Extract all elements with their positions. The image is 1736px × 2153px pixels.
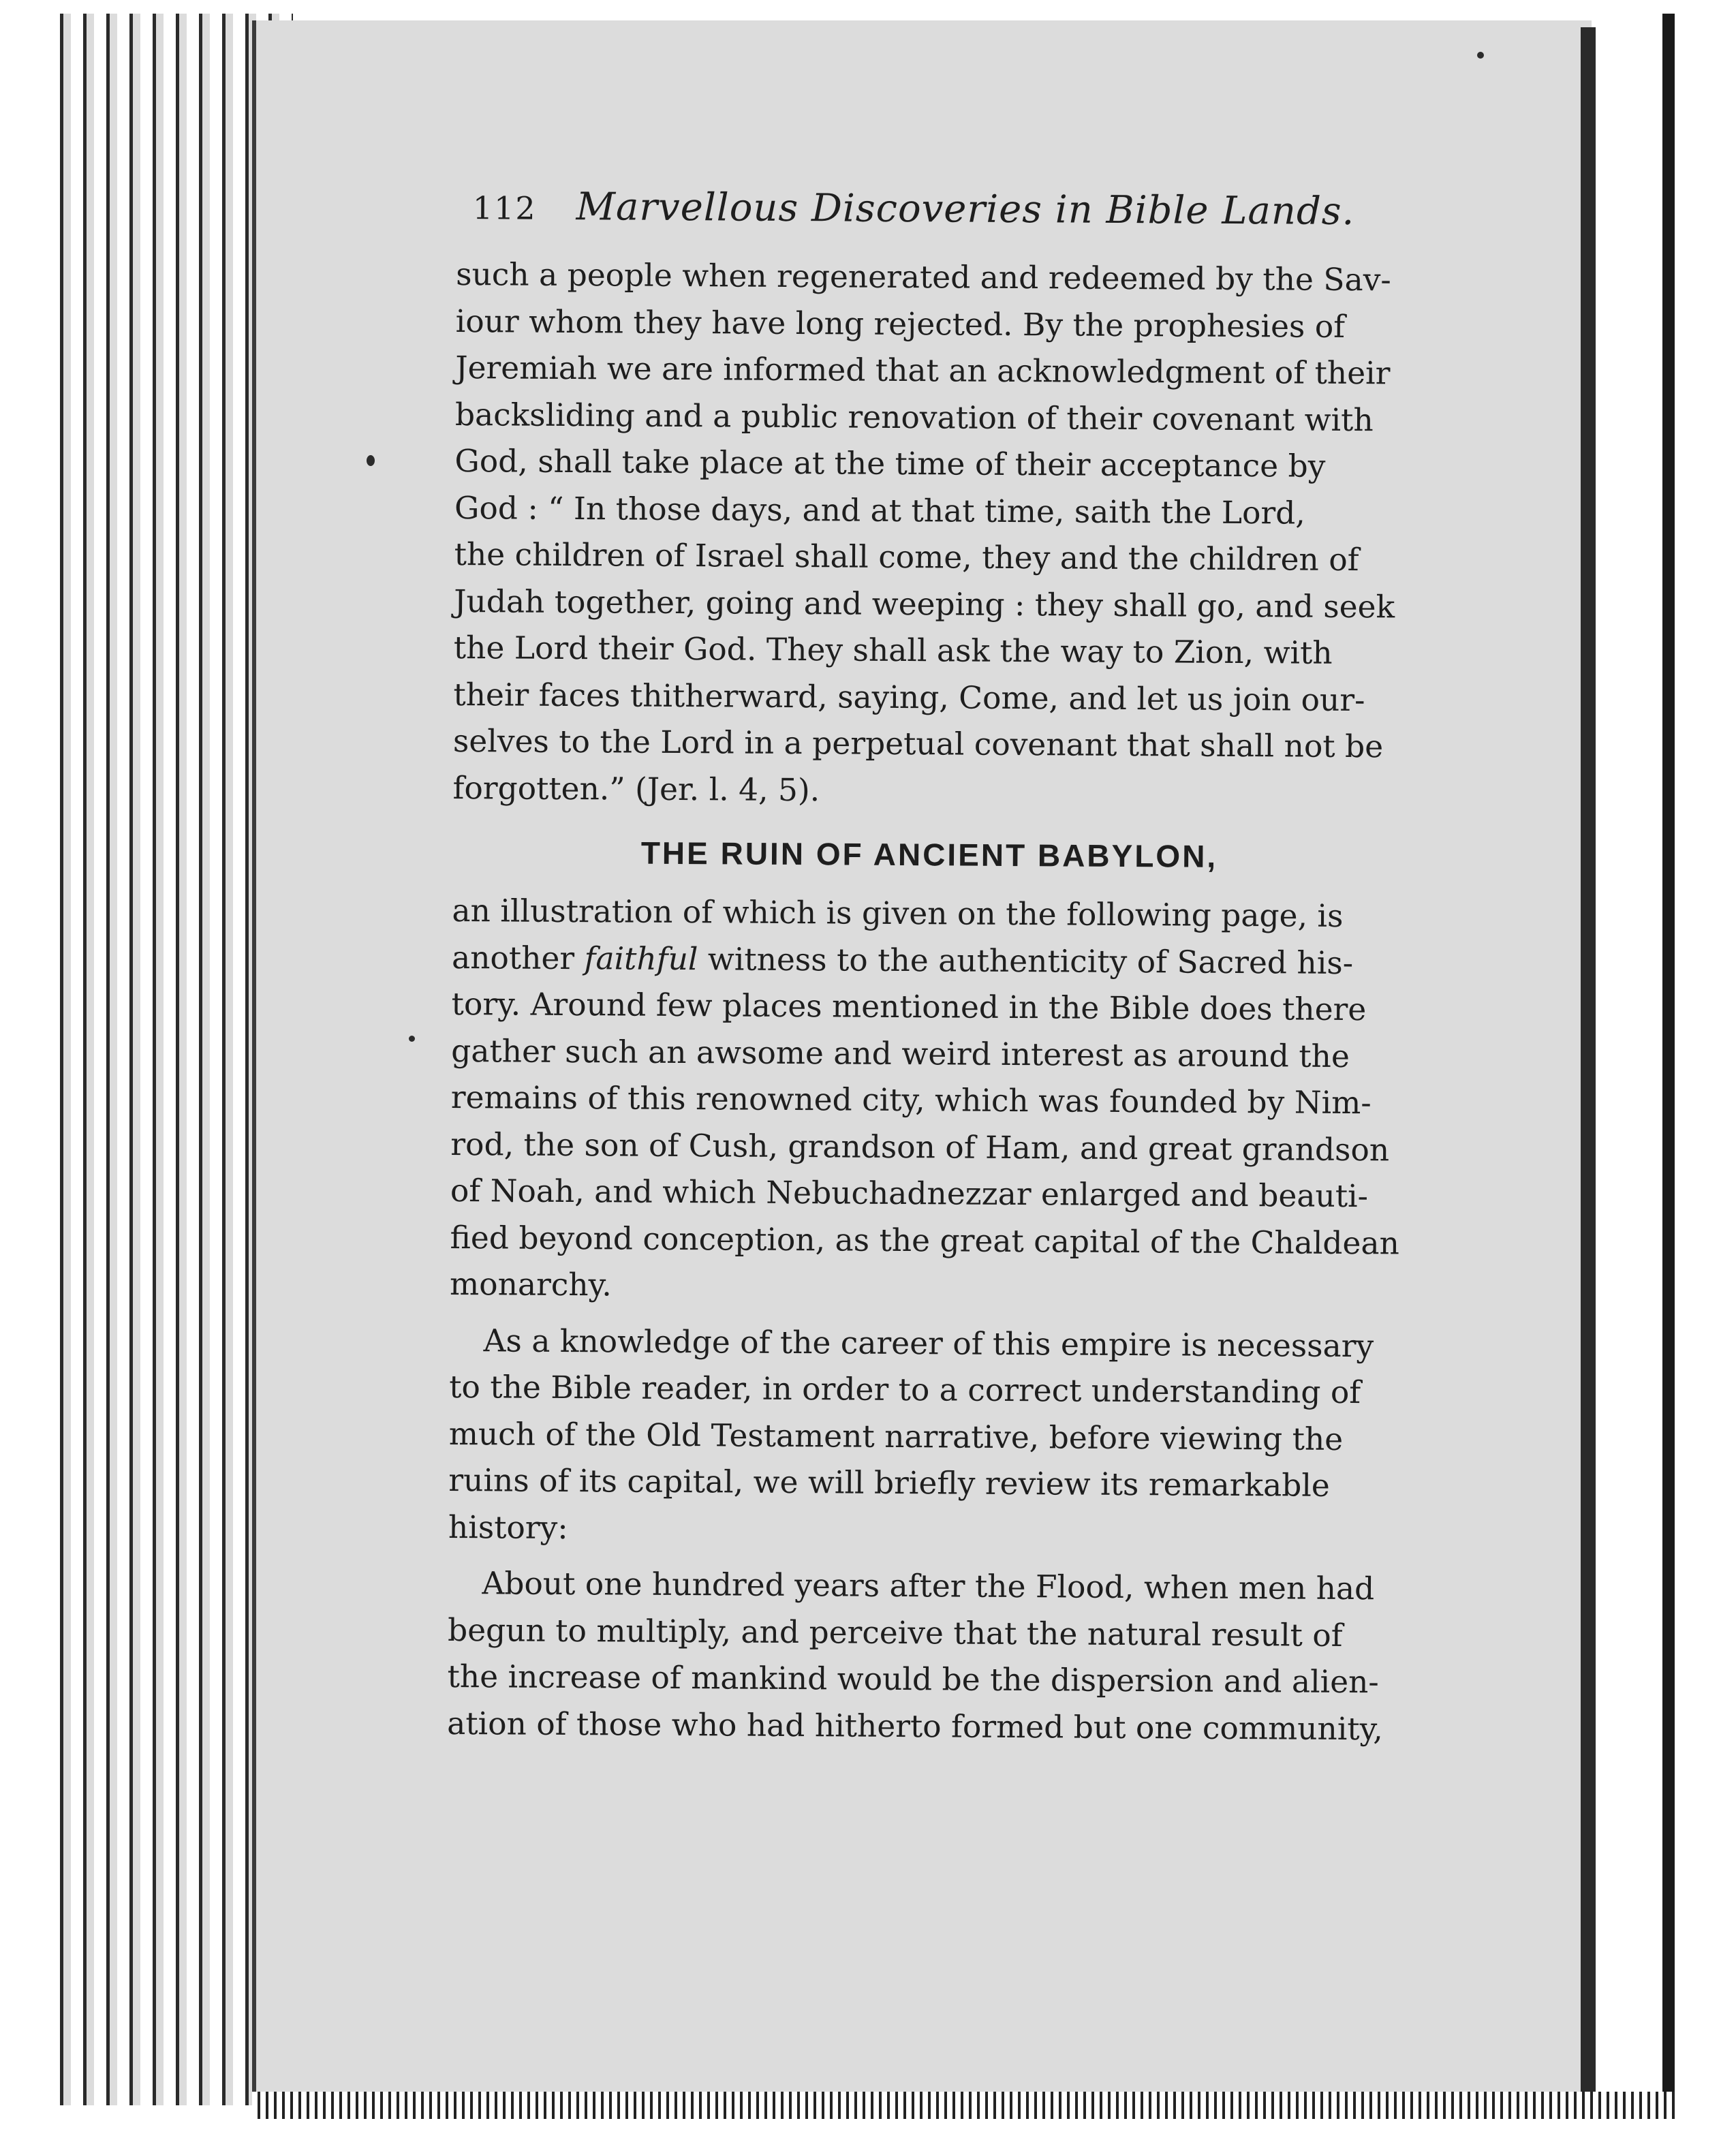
gutter-shadow: [1581, 27, 1596, 2098]
ink-speck: [1477, 52, 1484, 59]
right-margin: [1596, 14, 1662, 2119]
text-line: Jeremiah we are informed that an acknowledgment of their: [455, 349, 1391, 392]
text-line: selves to the Lord in a perpetual covenant that shall not be: [452, 722, 1384, 765]
text-line: About one hundred years after the Flood, when men had: [482, 1565, 1375, 1607]
section-heading: THE RUIN OF ANCIENT BABYLON,: [640, 835, 1218, 874]
text-line: the Lord their God. They shall ask the way to Zion, with: [453, 629, 1333, 671]
career-paragraph: [448, 1317, 1404, 1556]
ink-speck: [409, 1036, 415, 1042]
text-line: God, shall take place at the time of their acceptance by: [454, 442, 1326, 484]
text-line: As a knowledge of the career of this empire is necessary: [483, 1322, 1374, 1364]
running-title: Marvellous Discoveries in Bible Lands.: [576, 185, 1355, 234]
text-line: ation of those who had hitherto formed but one community,: [447, 1705, 1383, 1747]
page-bottom-edge: [252, 2092, 1676, 2119]
text-line: iour whom they have long rejected. By the prophesies of: [455, 303, 1346, 345]
text-line: the children of Israel shall come, they and the children of: [454, 536, 1359, 578]
text-line: backsliding and a public renovation of their covenant with: [454, 396, 1374, 438]
text-line: ruins of its capital, we will briefly review its remarkable: [448, 1461, 1330, 1504]
outer-margin: [1675, 0, 1736, 2153]
text-line: forgotten.” (Jer. l. 4, 5).: [452, 769, 820, 808]
text-line: monarchy.: [449, 1265, 612, 1303]
text-line: remains of this renowned city, which was founded by Nim-: [450, 1079, 1371, 1121]
text-line: God : “ In those days, and at that time, saith the Lord,: [454, 489, 1305, 531]
flood-paragraph: [447, 1560, 1402, 1753]
page-number: 112: [472, 189, 537, 227]
text-line: fied beyond conception, as the great capital of the Chaldean: [450, 1219, 1400, 1261]
text-line: to the Bible reader, in order to a correct understanding of: [449, 1368, 1361, 1411]
page-text: [447, 184, 1410, 1753]
text-line: history:: [448, 1508, 568, 1546]
text-run: another: [451, 939, 585, 976]
text-line: such a people when regenerated and redeemed by the Sav-: [456, 255, 1391, 298]
running-head: [473, 184, 1410, 234]
text-line: tory. Around few places mentioned in the Bible does there: [451, 985, 1367, 1028]
text-line: their faces thitherward, saying, Come, and let us join our-: [453, 676, 1365, 718]
babylon-paragraph: [450, 888, 1406, 1314]
text-line: [452, 934, 1406, 987]
text-line: begun to multiply, and perceive that the natural result of: [447, 1611, 1343, 1654]
scan-border-right: [1662, 14, 1675, 2119]
text-line: an illustration of which is given on the following page, is: [452, 892, 1344, 934]
ink-speck: [367, 455, 375, 466]
text-line: rod, the son of Cush, grandson of Ham, and great grandson: [450, 1126, 1390, 1168]
intro-paragraph: [452, 251, 1410, 818]
italic-word: faithful: [584, 940, 698, 977]
text-line: gather such an awsome and weird interest as around the: [451, 1032, 1350, 1074]
text-line: the increase of mankind would be the dispersion and alien-: [447, 1658, 1379, 1701]
text-run: witness to the authenticity of Sacred his-: [698, 940, 1354, 981]
text-line: of Noah, and which Nebuchadnezzar enlarged and beauti-: [450, 1172, 1369, 1215]
text-line: Judah together, going and weeping : they shall go, and seek: [454, 583, 1395, 625]
text-line: much of the Old Testament narrative, before viewing the: [448, 1415, 1344, 1457]
